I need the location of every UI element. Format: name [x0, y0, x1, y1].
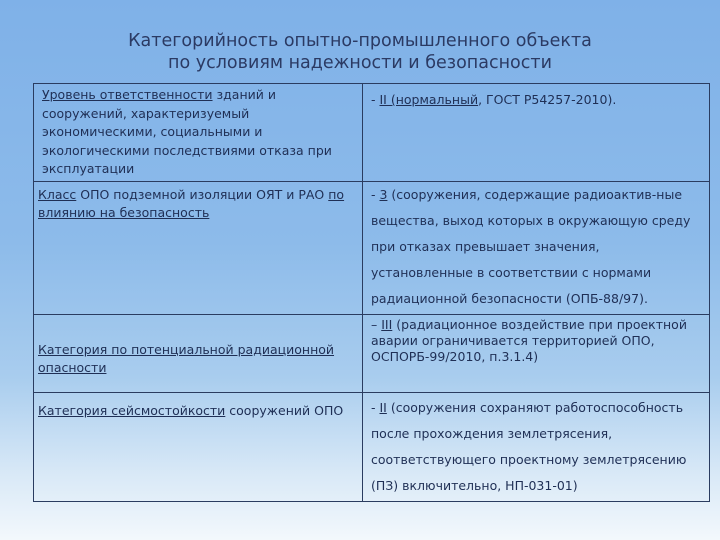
- slide-title-line2: по условиям надежности и безопасности: [168, 53, 552, 73]
- label-underlined-2: по влиянию на безопасность: [38, 186, 345, 220]
- label-underlined: Категория по потенциальной радиационной опасности: [38, 341, 335, 375]
- row-value-radiation-hazard: [363, 314, 710, 392]
- value-underlined: II: [379, 399, 387, 415]
- label-underlined: Класс: [38, 186, 77, 202]
- table-row: [34, 392, 710, 501]
- slide-title: [0, 30, 720, 74]
- row-label-radiation-hazard: [34, 314, 363, 392]
- label-text: ОПО подземной изоляции ОЯТ и РАО: [76, 186, 329, 202]
- table-row: [34, 181, 710, 314]
- value-text: (сооружения сохраняют работоспособность после прохождения землетрясения, соответствующего проектному землетрясению (ПЗ) включительно, НП-031-01): [371, 399, 687, 493]
- value-underlined: 3: [379, 186, 388, 202]
- value-dash: -: [371, 399, 380, 415]
- row-value-seismic-category: [363, 392, 710, 501]
- label-underlined: Уровень ответственности: [42, 87, 213, 102]
- label-text: зданий и сооружений, характеризуемый экономическими, социальными и экологическими последствиями отказа при эксплуатации: [42, 87, 332, 176]
- value-text: (сооружения, содержащие радиоактив-ные вещества, выход которых в окружающую среду при отказах превышает значения, установленные в соответствии с нормами радиационной безопасности (ОПБ-88/97).: [371, 186, 691, 306]
- value-underlined: II (нормальный: [379, 92, 479, 107]
- value-text: (радиационное воздействие при проектной аварии ограничивается территорией ОПО, ОСПОРБ-99/2010, п.3.1.4): [371, 316, 687, 364]
- row-label-seismic-category: [34, 392, 363, 501]
- value-dash: –: [371, 316, 382, 332]
- value-underlined: III: [381, 316, 393, 332]
- table-row: [34, 84, 710, 182]
- table-row: [34, 314, 710, 392]
- row-value-isolation-class: [363, 181, 710, 314]
- value-dash: -: [371, 92, 380, 107]
- categories-table: [33, 83, 710, 502]
- label-underlined: Категория сейсмостойкости: [38, 402, 226, 418]
- slide-title-line1: Категорийность опытно-промышленного объекта: [128, 31, 592, 51]
- value-text: , ГОСТ Р54257-2010).: [478, 92, 617, 107]
- row-label-isolation-class: [34, 181, 363, 314]
- row-value-responsibility-level: [363, 84, 710, 182]
- row-label-responsibility-level: [34, 84, 363, 182]
- label-text: сооружений ОПО: [225, 402, 344, 418]
- value-dash: -: [371, 186, 380, 202]
